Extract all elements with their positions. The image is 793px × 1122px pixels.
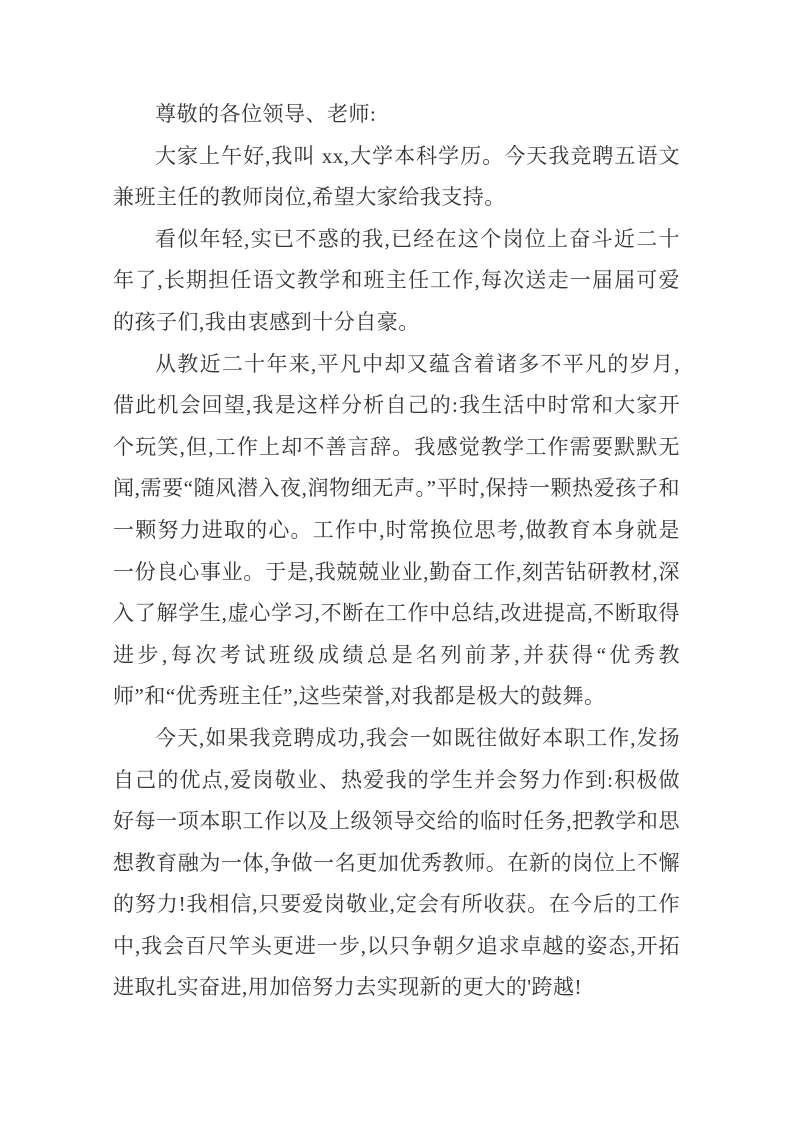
paragraph-experience: 看似年轻,实已不惑的我,已经在这个岗位上奋斗近二十年了,长期担任语文教学和班主任工作,每次送走一届届可爱的孩子们,我由衷感到十分自豪。 bbox=[113, 226, 680, 334]
salutation-line: 尊敬的各位领导、老师: bbox=[155, 102, 377, 126]
paragraph-self-analysis: 从教近二十年来,平凡中却又蕴含着诸多不平凡的岁月,借此机会回望,我是这样分析自己的:我生活中时常和大家开个玩笑,但,工作上却不善言辞。我感觉教学工作需要默默无闻,需要“随风潜入夜,润物细无声。”平时,保持一颗热爱孩子和一颗努力进取的心。工作中,时常换位思考,做教育本身就是一份良心事业。于是,我兢兢业业,勤奋工作,刻苦钻研教材,深入了解学生,虚心学习,不断在工作中总结,改进提高,不断取得进步,每次考试班级成绩总是名列前茅,并获得“优秀教师”和“优秀班主任”,这些荣誉,对我都是极大的鼓舞。 bbox=[113, 351, 680, 709]
document-text-block bbox=[113, 94, 680, 1009]
paragraph-greeting: 大家上午好,我叫 xx,大学本科学历。今天我竞聘五语文兼班主任的教师岗位,希望大家给我支持。 bbox=[113, 143, 680, 210]
paragraph-commitment: 今天,如果我竞聘成功,我会一如既往做好本职工作,发扬自己的优点,爱岗敬业、热爱我的学生并会努力作到:积极做好每一项本职工作以及上级领导交给的临时任务,把教学和思想教育融为一体,争做一名更加优秀教师。在新的岗位上不懈的努力!我相信,只要爱岗敬业,定会有所收获。在今后的工作中,我会百尺竿头更进一步,以只争朝夕追求卓越的姿态,开拓进取扎实奋进,用加倍努力去实现新的更大的'跨越! bbox=[113, 725, 680, 1000]
